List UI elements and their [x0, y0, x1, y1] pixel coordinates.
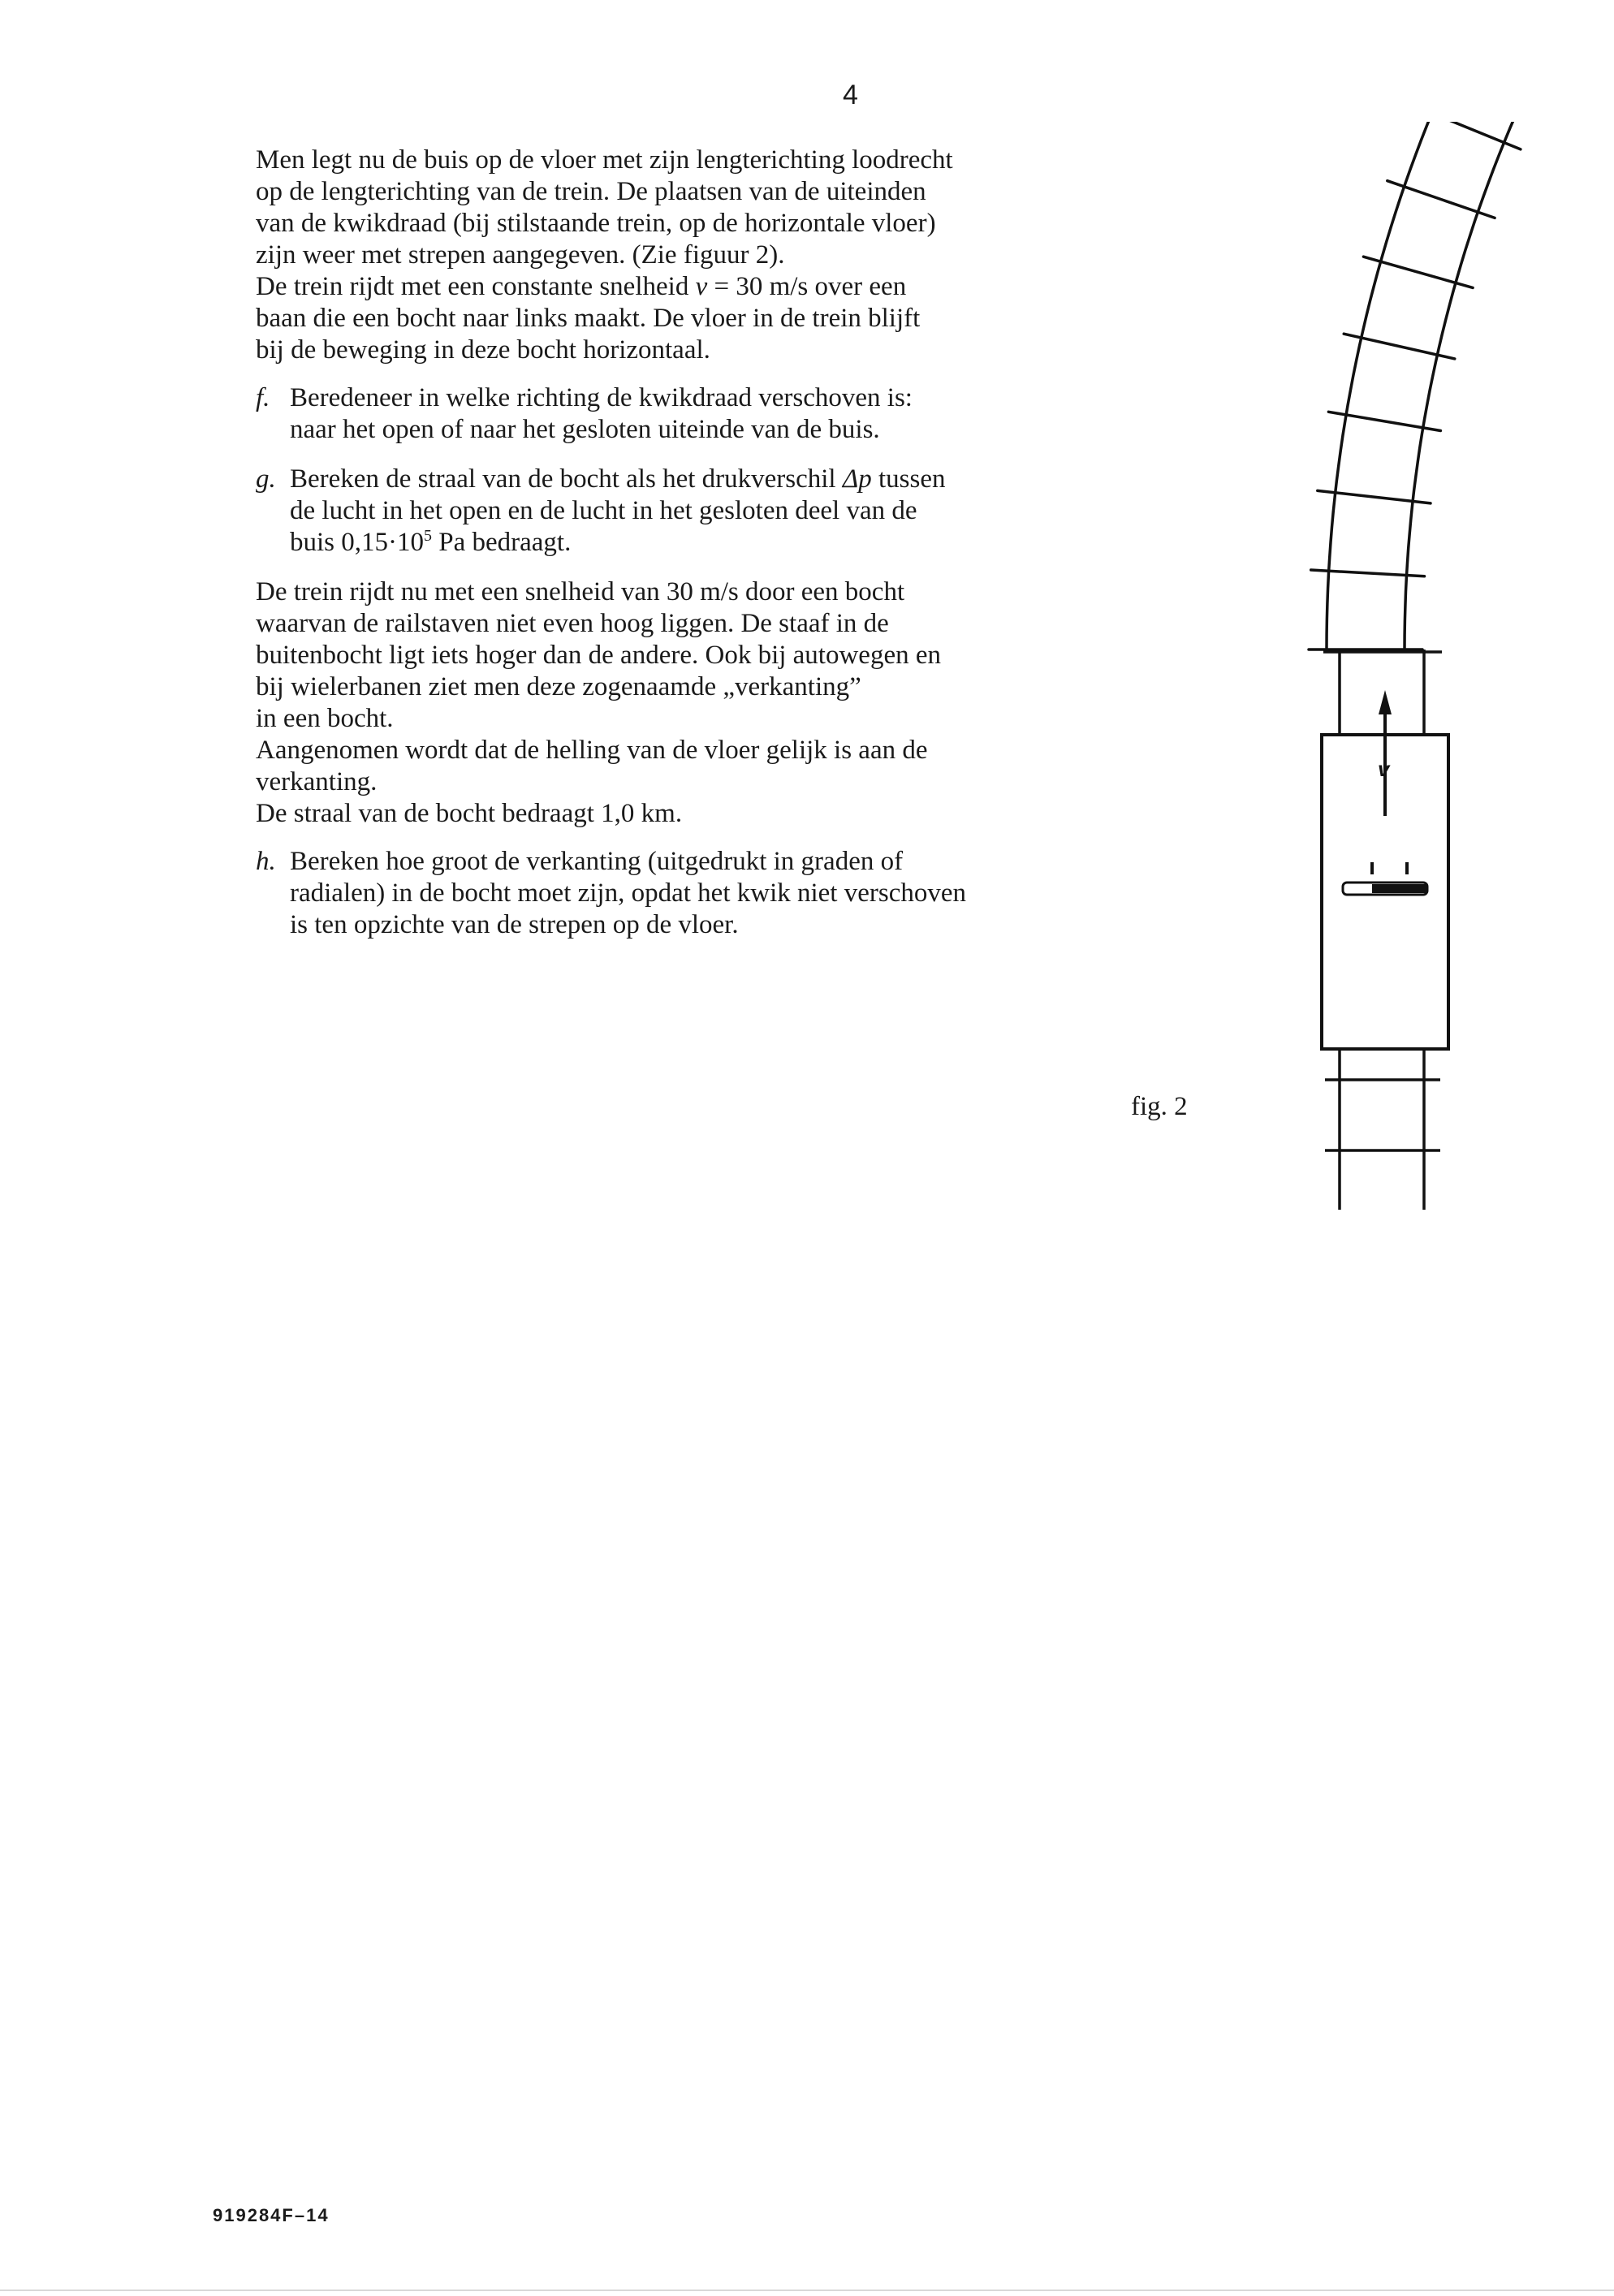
text-line: Men legt nu de buis op de vloer met zijn lengterichting loodrecht — [256, 145, 953, 175]
text-line — [256, 271, 1149, 303]
text-fragment: buis 0,15·10 — [290, 528, 424, 557]
sleeper — [1363, 257, 1473, 287]
text-line: bij de beweging in deze bocht horizontaal. — [256, 335, 710, 365]
banking-paragraph — [256, 576, 1149, 830]
text-line: radialen) in de bocht moet zijn, opdat het kwik niet verschoven — [290, 878, 966, 908]
text-block — [256, 145, 1149, 959]
text-fragment: De trein rijdt met een constante snelheid — [256, 272, 696, 301]
curved-track — [1309, 122, 1526, 650]
page-bottom-edge — [0, 2290, 1614, 2291]
train-curve-figure — [1169, 122, 1526, 1226]
velocity-symbol: v — [695, 272, 708, 301]
intro-paragraph — [256, 145, 1149, 366]
exponent: 5 — [424, 527, 432, 545]
question-g — [256, 464, 1149, 559]
text-line: verkanting. — [256, 767, 378, 796]
text-line: is ten opzichte van de strepen op de vloer. — [290, 910, 739, 939]
text-line: baan die een bocht naar links maakt. De vloer in de trein blijft — [256, 304, 921, 333]
question-f — [256, 382, 1149, 446]
text-fragment: = 30 m/s over een — [707, 272, 907, 301]
text-line: van de kwikdraad (bij stilstaande trein, op de horizontale vloer) — [256, 209, 936, 238]
question-label: h. — [256, 847, 276, 876]
text-line: naar het open of naar het gesloten uiteinde van de buis. — [290, 415, 880, 444]
text-line: Beredeneer in welke richting de kwikdraad verschoven is: — [290, 383, 913, 412]
question-label: g. — [256, 464, 276, 494]
text-line: De straal van de bocht bedraagt 1,0 km. — [256, 799, 683, 828]
figure-label: fig. 2 — [1131, 1092, 1188, 1121]
text-line: De trein rijdt nu met een snelheid van 30 m/s door een bocht — [256, 577, 905, 606]
text-fragment: Bereken de straal van de bocht als het drukverschil — [290, 464, 843, 494]
page-number: 4 — [843, 80, 858, 110]
text-line — [290, 527, 1149, 559]
sleeper — [1387, 181, 1495, 218]
text-line: bij wielerbanen ziet men deze zogenaamde „verkanting” — [256, 672, 861, 701]
text-line: waarvan de railstaven niet even hoog liggen. De staaf in de — [256, 609, 889, 638]
document-code: 919284F–14 — [213, 2205, 330, 2225]
text-line: de lucht in het open en de lucht in het gesloten deel van de — [290, 496, 917, 525]
question-h — [256, 846, 1149, 941]
question-label: f. — [256, 383, 270, 412]
text-line: buitenbocht ligt iets hoger dan de andere. Ook bij autowegen en — [256, 641, 941, 670]
text-line: Aangenomen wordt dat de helling van de vloer gelijk is aan de — [256, 736, 928, 765]
sleeper — [1415, 122, 1521, 149]
text-line: zijn weer met strepen aangegeven. (Zie figuur 2). — [256, 240, 785, 270]
pressure-difference-symbol: Δp — [842, 464, 872, 494]
text-line: in een bocht. — [256, 704, 394, 733]
rail — [1327, 122, 1513, 650]
rail — [1405, 122, 1526, 650]
velocity-label: v — [1378, 757, 1390, 781]
text-line: op de lengterichting van de trein. De plaatsen van de uiteinden — [256, 177, 926, 206]
text-fragment: Pa bedraagt. — [432, 528, 572, 557]
text-line — [290, 464, 1149, 495]
text-line: Bereken hoe groot de verkanting (uitgedrukt in graden of — [290, 847, 904, 876]
text-fragment: tussen — [871, 464, 946, 494]
